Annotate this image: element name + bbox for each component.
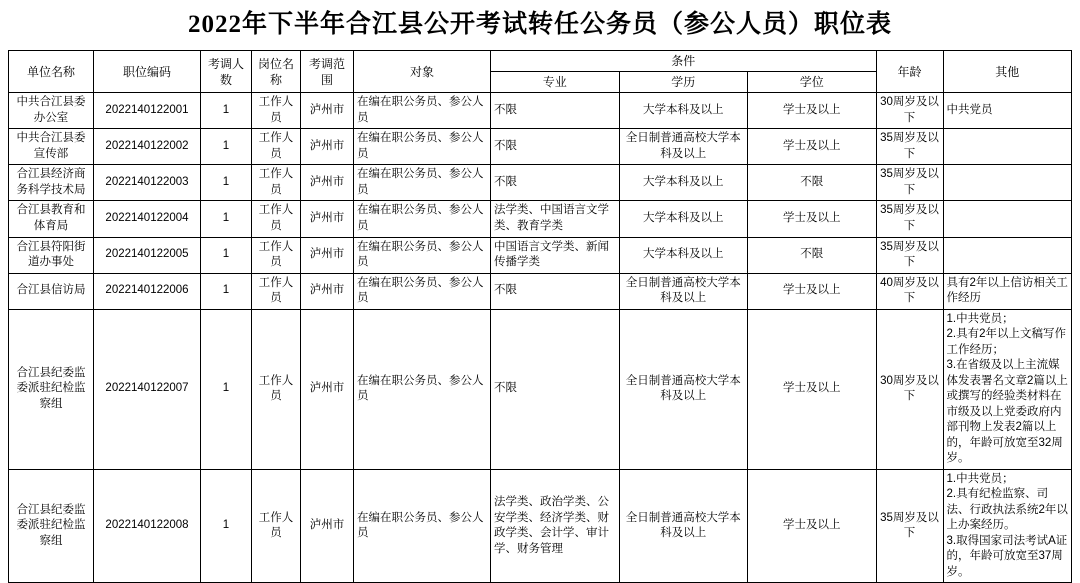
cell-age: 35周岁及以下	[876, 165, 943, 201]
cell-target: 在编在职公务员、参公人员	[354, 129, 491, 165]
cell-other	[943, 237, 1072, 273]
cell-degree: 学士及以上	[748, 201, 877, 237]
cell-degree: 学士及以上	[748, 273, 877, 309]
cell-post: 工作人员	[252, 129, 301, 165]
cell-education: 全日制普通高校大学本科及以上	[619, 309, 748, 469]
cell-major: 法学类、中国语言文学类、教育学类	[491, 201, 620, 237]
cell-target: 在编在职公务员、参公人员	[354, 165, 491, 201]
cell-post: 工作人员	[252, 237, 301, 273]
cell-age: 35周岁及以下	[876, 201, 943, 237]
cell-major: 法学类、政治学类、公安学类、经济学类、财政学类、会计学、审计学、财务管理	[491, 469, 620, 583]
cell-target: 在编在职公务员、参公人员	[354, 237, 491, 273]
header-major: 专业	[491, 72, 620, 93]
cell-num: 1	[201, 93, 252, 129]
cell-num: 1	[201, 129, 252, 165]
header-row-1	[9, 51, 1072, 72]
cell-age: 30周岁及以下	[876, 309, 943, 469]
cell-education: 大学本科及以上	[619, 165, 748, 201]
cell-other	[943, 165, 1072, 201]
cell-range: 泸州市	[301, 93, 354, 129]
cell-range: 泸州市	[301, 309, 354, 469]
cell-target: 在编在职公务员、参公人员	[354, 469, 491, 583]
cell-code: 2022140122001	[94, 93, 201, 129]
cell-other: 具有2年以上信访相关工作经历	[943, 273, 1072, 309]
header-unit: 单位名称	[9, 51, 94, 93]
cell-major: 中国语言文学类、新闻传播学类	[491, 237, 620, 273]
cell-num: 1	[201, 309, 252, 469]
cell-degree: 不限	[748, 237, 877, 273]
cell-major: 不限	[491, 165, 620, 201]
cell-post: 工作人员	[252, 201, 301, 237]
cell-post: 工作人员	[252, 469, 301, 583]
cell-major: 不限	[491, 129, 620, 165]
cell-education: 全日制普通高校大学本科及以上	[619, 273, 748, 309]
cell-range: 泸州市	[301, 201, 354, 237]
cell-degree: 学士及以上	[748, 93, 877, 129]
cell-code: 2022140122002	[94, 129, 201, 165]
cell-other: 1.中共党员； 2.具有纪检监察、司法、行政执法系统2年以上办案经历。 3.取得国家司法考试A证的，年龄可放宽至37周岁。	[943, 469, 1072, 583]
cell-unit: 合江县经济商务科学技术局	[9, 165, 94, 201]
table-row	[9, 237, 1072, 273]
cell-unit: 合江县纪委监委派驻纪检监察组	[9, 309, 94, 469]
cell-code: 2022140122007	[94, 309, 201, 469]
cell-unit: 合江县教育和体育局	[9, 201, 94, 237]
cell-range: 泸州市	[301, 165, 354, 201]
table-row	[9, 469, 1072, 583]
cell-post: 工作人员	[252, 309, 301, 469]
header-target: 对象	[354, 51, 491, 93]
table-row	[9, 93, 1072, 129]
cell-target: 在编在职公务员、参公人员	[354, 201, 491, 237]
cell-unit: 中共合江县委宣传部	[9, 129, 94, 165]
cell-num: 1	[201, 469, 252, 583]
table-row	[9, 201, 1072, 237]
page-title: 2022年下半年合江县公开考试转任公务员（参公人员）职位表	[187, 11, 892, 38]
cell-degree: 不限	[748, 165, 877, 201]
cell-num: 1	[201, 201, 252, 237]
table-row	[9, 309, 1072, 469]
header-other: 其他	[943, 51, 1072, 93]
cell-other	[943, 201, 1072, 237]
cell-code: 2022140122003	[94, 165, 201, 201]
cell-age: 35周岁及以下	[876, 237, 943, 273]
cell-degree: 学士及以上	[748, 309, 877, 469]
table-body	[9, 93, 1072, 583]
cell-degree: 学士及以上	[748, 469, 877, 583]
cell-num: 1	[201, 165, 252, 201]
cell-age: 35周岁及以下	[876, 129, 943, 165]
cell-other	[943, 129, 1072, 165]
cell-major: 不限	[491, 93, 620, 129]
header-post: 岗位名称	[252, 51, 301, 93]
cell-education: 大学本科及以上	[619, 237, 748, 273]
cell-age: 35周岁及以下	[876, 469, 943, 583]
cell-unit: 合江县信访局	[9, 273, 94, 309]
table-row	[9, 273, 1072, 309]
cell-age: 40周岁及以下	[876, 273, 943, 309]
cell-range: 泸州市	[301, 469, 354, 583]
header-num: 考调人数	[201, 51, 252, 93]
header-degree: 学位	[748, 72, 877, 93]
cell-other: 中共党员	[943, 93, 1072, 129]
table-row	[9, 129, 1072, 165]
cell-code: 2022140122005	[94, 237, 201, 273]
header-range: 考调范围	[301, 51, 354, 93]
cell-num: 1	[201, 237, 252, 273]
cell-education: 全日制普通高校大学本科及以上	[619, 469, 748, 583]
cell-unit: 中共合江县委办公室	[9, 93, 94, 129]
cell-code: 2022140122004	[94, 201, 201, 237]
title-container	[0, 0, 1080, 50]
cell-post: 工作人员	[252, 165, 301, 201]
cell-education: 大学本科及以上	[619, 201, 748, 237]
cell-range: 泸州市	[301, 273, 354, 309]
cell-target: 在编在职公务员、参公人员	[354, 309, 491, 469]
cell-num: 1	[201, 273, 252, 309]
cell-target: 在编在职公务员、参公人员	[354, 93, 491, 129]
cell-post: 工作人员	[252, 273, 301, 309]
cell-education: 大学本科及以上	[619, 93, 748, 129]
header-code: 职位编码	[94, 51, 201, 93]
table-row	[9, 165, 1072, 201]
cell-major: 不限	[491, 273, 620, 309]
cell-unit: 合江县符阳街道办事处	[9, 237, 94, 273]
cell-range: 泸州市	[301, 129, 354, 165]
cell-range: 泸州市	[301, 237, 354, 273]
cell-post: 工作人员	[252, 93, 301, 129]
cell-age: 30周岁及以下	[876, 93, 943, 129]
cell-other: 1.中共党员； 2.具有2年以上文稿写作工作经历； 3.在省级及以上主流媒体发表署名文章2篇以上或撰写的经验类材料在市级及以上党委政府内部刊物上发表2篇以上的，年龄可放宽至32周岁。	[943, 309, 1072, 469]
cell-unit: 合江县纪委监委派驻纪检监察组	[9, 469, 94, 583]
header-age: 年龄	[876, 51, 943, 93]
header-education: 学历	[619, 72, 748, 93]
cell-code: 2022140122008	[94, 469, 201, 583]
cell-degree: 学士及以上	[748, 129, 877, 165]
cell-major: 不限	[491, 309, 620, 469]
cell-education: 全日制普通高校大学本科及以上	[619, 129, 748, 165]
table-header	[9, 51, 1072, 93]
job-position-table	[8, 50, 1072, 583]
cell-target: 在编在职公务员、参公人员	[354, 273, 491, 309]
cell-code: 2022140122006	[94, 273, 201, 309]
header-conditions: 条件	[491, 51, 877, 72]
